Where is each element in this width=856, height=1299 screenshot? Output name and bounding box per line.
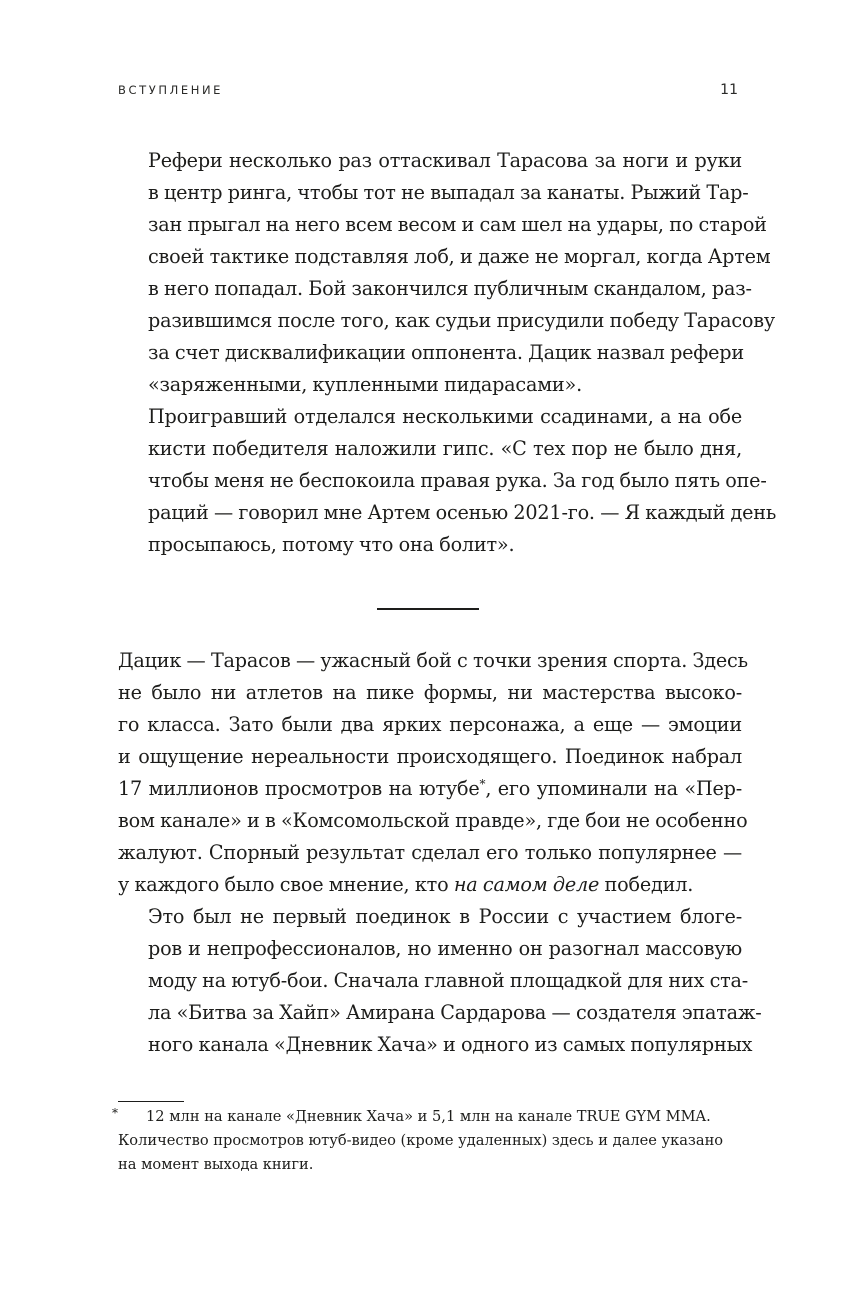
footnote-reference[interactable]: * — [479, 777, 486, 791]
text-line: жалуют. Спорный результат сделал его только популярнее — — [118, 841, 742, 864]
footnote-line: Количество просмотров ютуб-видео (кроме удаленных) здесь и далее указано — [118, 1132, 724, 1149]
text-line: Дацик — Тарасов — ужасный бой с точки зрения спорта. Здесь — [118, 649, 748, 672]
section-1 — [118, 145, 777, 561]
text-line — [118, 773, 742, 805]
text-line: чтобы меня не беспокоила правая рука. За год было пять опе- — [148, 469, 767, 492]
footnote-marker: * — [112, 1106, 118, 1120]
footnote — [112, 1105, 742, 1177]
footnote-line: на момент выхода книги. — [118, 1156, 314, 1173]
section-2 — [118, 645, 762, 1061]
text-line — [118, 869, 742, 901]
text-line: Это был не первый поединок в России с участием блоге- — [148, 905, 742, 928]
text-line: го класса. Зато были два ярких персонажа, а еще — эмоции — [118, 713, 742, 736]
paragraph-3 — [118, 645, 748, 901]
paragraph-2 — [118, 401, 777, 561]
text-line: Проигравший отделался несколькими ссадинами, а на обе — [148, 405, 742, 428]
text-line: ного канала «Дневник Хача» и одного из самых популярных — [148, 1033, 753, 1056]
text-fragment: , его упоминали на «Пер- — [485, 777, 743, 800]
text-line: ла «Битва за Хайп» Амирана Сардарова — создателя эпатаж- — [148, 1001, 762, 1024]
paragraph-1 — [118, 145, 775, 401]
footnote-rule — [118, 1101, 184, 1102]
text-line: раций — говорил мне Артем осенью 2021-го. — Я каждый день — [148, 501, 777, 524]
text-line: кисти победителя наложили гипс. «С тех пор не было дня, — [148, 437, 742, 460]
text-fragment: у каждого было свое мнение, кто — [118, 873, 454, 896]
section-divider — [377, 608, 479, 610]
text-line: моду на ютуб-бои. Сначала главной площадкой для них ста- — [148, 969, 749, 992]
text-line: вом канале» и в «Комсомольской правде», где бои не особенно — [118, 809, 748, 832]
footnote-line: 12 млн на канале «Дневник Хача» и 5,1 млн на канале TRUE GYM MMA. — [146, 1108, 711, 1125]
text-line: в него попадал. Бой закончился публичным скандалом, раз- — [148, 277, 752, 300]
running-head: ВСТУПЛЕНИЕ — [118, 83, 224, 97]
page-number: 11 — [720, 82, 738, 98]
text-line: и ощущение нереальности происходящего. Поединок набрал — [118, 745, 742, 768]
text-line: Рефери несколько раз оттаскивал Тарасова за ноги и руки — [148, 149, 742, 172]
text-line: «заряженными, купленными пидарасами». — [148, 373, 582, 396]
text-line: за счет дисквалификации оппонента. Дацик назвал рефери — [148, 341, 744, 364]
text-line: не было ни атлетов на пике формы, ни мастерства высоко- — [118, 681, 742, 704]
text-line: в центр ринга, чтобы тот не выпадал за канаты. Рыжий Тар- — [148, 181, 749, 204]
emphasis-text: на самом деле — [453, 873, 600, 896]
text-line: своей тактике подставляя лоб, и даже не моргал, когда Артем — [148, 245, 771, 268]
text-line: ров и непрофессионалов, но именно он разогнал массовую — [148, 937, 742, 960]
text-line: просыпаюсь, потому что она болит». — [148, 533, 515, 556]
text-line: разившимся после того, как судьи присудили победу Тарасову — [148, 309, 775, 332]
text-line: зан прыгал на него всем весом и сам шел на удары, по старой — [148, 213, 767, 236]
text-fragment: 17 миллионов просмотров на ютубе — [118, 777, 480, 800]
paragraph-4 — [118, 901, 762, 1061]
text-fragment: победил. — [599, 873, 694, 896]
